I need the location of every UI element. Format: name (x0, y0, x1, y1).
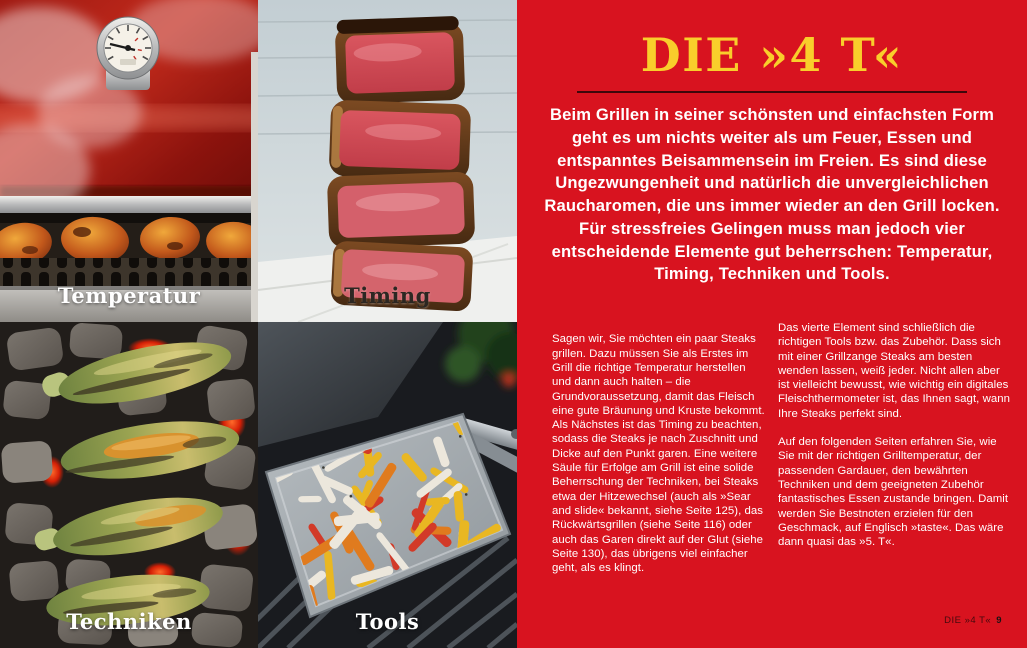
photo-tools (258, 322, 517, 648)
running-head: DIE »4 T« (944, 615, 992, 626)
thermometer-gauge-icon (97, 17, 159, 90)
title-divider (577, 91, 967, 93)
photo-label-techniken: Techniken (66, 609, 192, 634)
chapter-title: DIE »4 T« (640, 28, 904, 82)
photo-label-tools: Tools (355, 609, 420, 634)
chapter-intro: Beim Grillen in seiner schönsten und einfachsten Form geht es um nichts weiter als um Feuer, Essen und entspanntes Beisammensein im Freien. Es sind diese Ungezwungenheit und natürlich die unvergleichlichen Raucharomen, die uns immer wieder an den Grill locken. Für stressfreies Gelingen muss man jedoch vier entscheidende Elemente gut beherrschen: Temperatur, Timing, Techniken und Tools. (544, 105, 1000, 284)
body-column-left: Sagen wir, Sie möchten ein paar Steaks grillen. Dazu müssen Sie als Erstes im Grill die richtige Temperatur herstellen und dann auch halten – die Grundvoraussetzung, damit das Fleisch eine gute Bräunung und Kruste bekommt. Als Nächstes ist das Timing zu beachten, sodass die Steaks je nach Zuschnitt und Dicke auf den Punkt garen. Eine weitere Säule für Erfolge am Grill ist eine solide Beherrschung der Techniken, bei Steaks etwa der Hitzewechsel (auch als »Sear and slide« bekannt, siehe Seite 125), das Rückwärtsgrillen (siehe Seite 116) oder auch das Garen direkt auf der Glut (siehe Seite 130), das übrigens viel einfacher geht, als es klingt. (552, 333, 765, 575)
photo-label-temperatur: Temperatur (57, 283, 201, 308)
grill-lid-smoke-graphic (0, 0, 258, 322)
steak-stack-graphic (258, 0, 517, 322)
body-column-right (778, 321, 1011, 587)
body-columns (552, 321, 1011, 587)
body-paragraph: Das vierte Element sind schließlich die richtigen Tools bzw. das Zubehör. Dass sich mit einer Grillzange Steaks am besten wenden lassen, weiß jeder. Nicht allen aber ist vielleicht bewusst, wie wichtig ein digitales Fleischthermometer ist, das Ihnen sagt, wann Ihre Steaks perfekt sind. (778, 322, 1011, 420)
steak-slices-graphic (327, 16, 475, 312)
page-footer (944, 615, 1002, 626)
chapter-panel (517, 0, 1027, 648)
page-number: 9 (996, 615, 1002, 626)
photo-timing (258, 0, 517, 322)
corn-on-coals-graphic (0, 322, 258, 648)
photo-temperatur (0, 0, 258, 322)
photo-techniken (0, 322, 258, 648)
photo-label-timing: Timing (344, 283, 431, 308)
veggie-tray-graphic (258, 322, 517, 648)
body-paragraph: Auf den folgenden Seiten erfahren Sie, wie Sie mit der richtigen Grilltemperatur, der passenden Gardauer, den bewährten Techniken und dem geeigneten Zubehör fantastisches Essen zustande bringen. Damit werden Sie Bestnoten erzielen für den Geschmack, auf Englisch »taste«. Das wäre dann quasi das »5. T«. (778, 436, 1009, 549)
